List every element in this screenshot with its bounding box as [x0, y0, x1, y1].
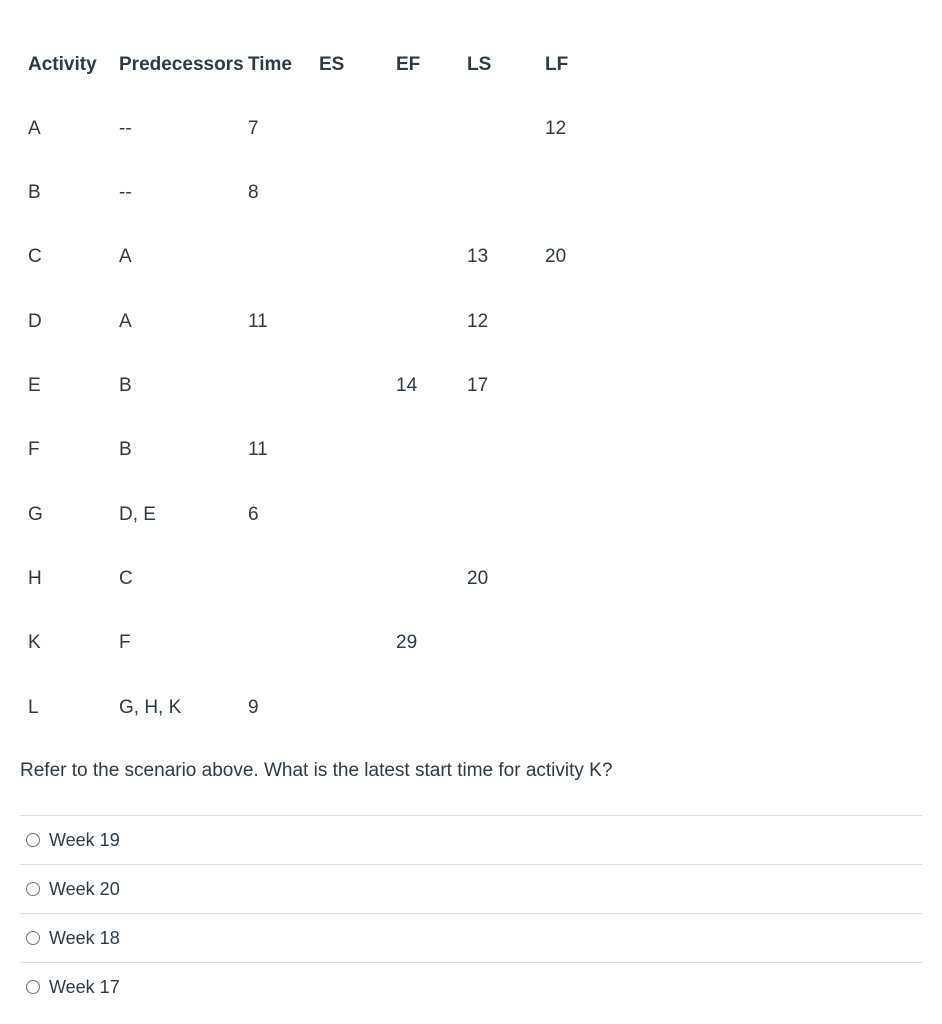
header-activity: Activity	[28, 54, 97, 75]
header-es: ES	[319, 54, 345, 75]
answer-label: Week 17	[49, 976, 120, 997]
row-activity: A	[28, 118, 41, 139]
row-predecessors: B	[119, 439, 132, 460]
row-predecessors: --	[119, 182, 132, 203]
row-predecessors: C	[119, 568, 133, 589]
header-ls: LS	[467, 54, 492, 75]
row-ls: 20	[467, 568, 489, 589]
row-predecessors: D, E	[119, 504, 156, 525]
row-activity: F	[28, 439, 40, 460]
answer-option[interactable]	[20, 864, 922, 913]
answer-label: Week 18	[49, 927, 120, 948]
radio-icon[interactable]	[26, 882, 40, 896]
header-ef: EF	[396, 54, 421, 75]
row-time: 9	[248, 697, 259, 718]
header-time: Time	[248, 54, 293, 75]
row-ls: 12	[467, 311, 489, 332]
row-predecessors: B	[119, 375, 132, 396]
row-ef: 29	[396, 632, 418, 653]
row-activity: E	[28, 375, 41, 396]
row-activity: K	[28, 632, 41, 653]
row-predecessors: A	[119, 311, 132, 332]
row-activity: H	[28, 568, 42, 589]
answer-option[interactable]	[20, 962, 922, 1011]
radio-icon[interactable]	[26, 980, 40, 994]
row-ef: 14	[396, 375, 418, 396]
radio-icon[interactable]	[26, 833, 40, 847]
row-ls: 17	[467, 375, 489, 396]
row-activity: D	[28, 311, 42, 332]
answer-option[interactable]	[20, 913, 922, 962]
row-predecessors: --	[119, 118, 132, 139]
row-predecessors: F	[119, 632, 131, 653]
row-predecessors: A	[119, 246, 132, 267]
row-activity: G	[28, 504, 43, 525]
row-activity: C	[28, 246, 42, 267]
radio-icon[interactable]	[26, 931, 40, 945]
row-lf: 20	[545, 246, 567, 267]
row-time: 7	[248, 118, 259, 139]
row-time: 11	[248, 311, 268, 332]
row-activity: B	[28, 182, 41, 203]
header-predecessors: Predecessors	[119, 54, 244, 75]
answer-option[interactable]	[20, 815, 922, 864]
header-lf: LF	[545, 54, 569, 75]
question-text: Refer to the scenario above. What is the latest start time for activity K?	[20, 760, 613, 781]
row-predecessors: G, H, K	[119, 697, 182, 718]
row-time: 11	[248, 439, 268, 460]
row-lf: 12	[545, 118, 567, 139]
answer-label: Week 19	[49, 829, 120, 850]
row-time: 8	[248, 182, 259, 203]
answer-list	[20, 815, 922, 1011]
row-time: 6	[248, 504, 259, 525]
answer-label: Week 20	[49, 878, 120, 899]
row-ls: 13	[467, 246, 489, 267]
row-activity: L	[28, 697, 39, 718]
